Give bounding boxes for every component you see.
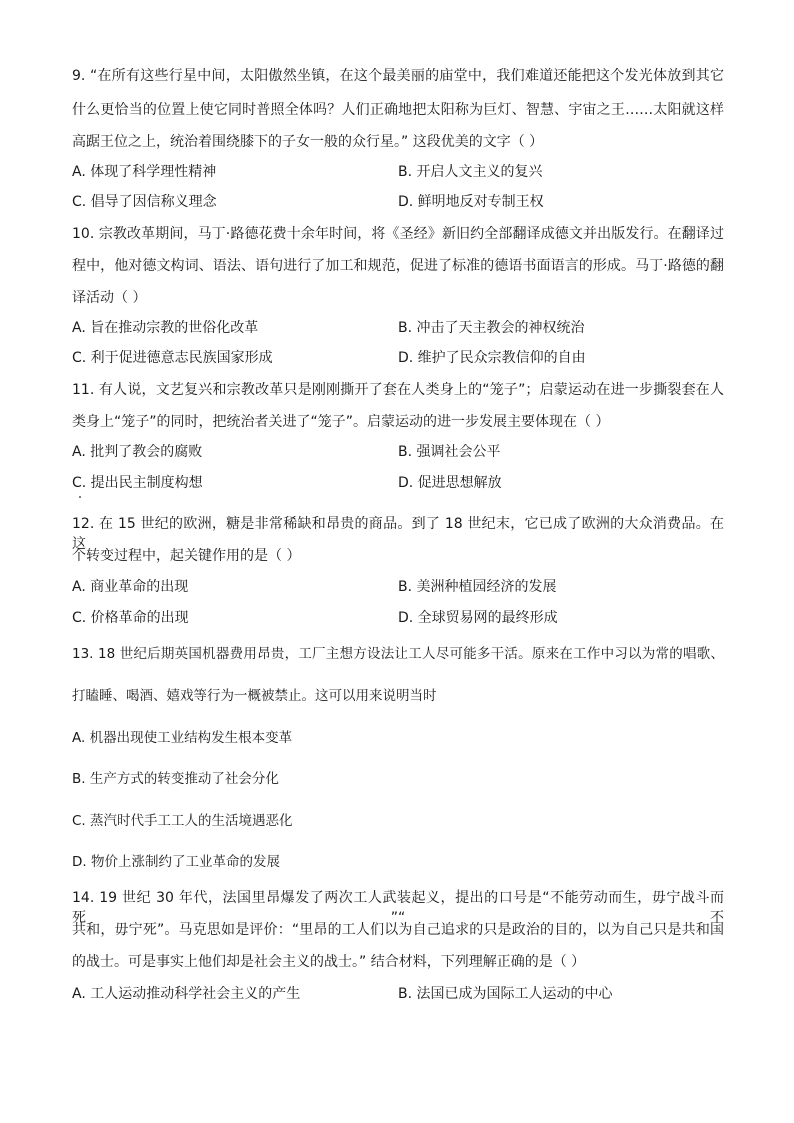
question-14-option-a: A. 工人运动推动科学社会主义的产生 xyxy=(72,986,301,1002)
question-12-option-c: C. 价格革命的出现 xyxy=(72,610,189,626)
question-11-option-c: C. 提出民主制度构想 xyxy=(72,475,203,491)
question-9-option-a: A. 体现了科学理性精神 xyxy=(72,164,217,180)
question-11-option-a: A. 批判了教会的腐败 xyxy=(72,444,203,460)
question-11-line-2: 类身上“笼子”的同时，把统治者关进了“笼子”。启蒙运动的进一步发展主要体现在（ ） xyxy=(72,414,610,430)
question-12-option-d: D. 全球贸易网的最终形成 xyxy=(398,610,558,626)
question-10-option-c: C. 利于促进德意志民族国家形成 xyxy=(72,350,273,366)
question-10-option-b: B. 冲击了天主教会的神权统治 xyxy=(398,320,585,336)
question-11-line-1: 11. 有人说，文艺复兴和宗教改革只是刚刚撕开了套在人类身上的“笼子”；启蒙运动在进一步撕裂套在人 xyxy=(72,382,724,398)
stray-mark xyxy=(79,496,81,498)
question-9-line-3: 高踞王位之上，统治着围绕膝下的子女一般的众行星。” 这段优美的文字（ ） xyxy=(72,134,544,150)
question-11-option-b: B. 强调社会公平 xyxy=(398,444,501,460)
question-10-line-2: 程中，他对德文构词、语法、语句进行了加工和规范，促进了标准的德语书面语言的形成。马丁·路德的翻 xyxy=(72,258,724,274)
question-9-option-d: D. 鲜明地反对专制王权 xyxy=(398,194,544,210)
question-13-line-2: 打瞌睡、喝酒、嬉戏等行为一概被禁止。这可以用来说明当时 xyxy=(72,688,437,704)
question-13-option-a: A. 机器出现使工业结构发生根本变革 xyxy=(72,730,293,746)
question-10-option-a: A. 旨在推动宗教的世俗化改革 xyxy=(72,320,259,336)
question-10-line-3: 译活动（ ） xyxy=(72,290,147,306)
question-9-option-b: B. 开启人文主义的复兴 xyxy=(398,164,543,180)
question-12-line-1: 12. 在 15 世纪的欧洲，糖是非常稀缺和昂贵的商品。到了 18 世纪末，它已成了欧洲的大众消费品。在这 xyxy=(72,516,724,552)
question-13-option-d: D. 物价上涨制约了工业革命的发展 xyxy=(72,854,280,870)
question-14-line-3: 的战士。可是事实上他们却是社会主义的战士。” 结合材料，下列理解正确的是（ ） xyxy=(72,954,586,970)
question-12-option-a: A. 商业革命的出现 xyxy=(72,579,189,595)
question-12-option-b: B. 美洲种植园经济的发展 xyxy=(398,579,557,595)
question-11-option-d: D. 促进思想解放 xyxy=(398,475,502,491)
question-13-option-b: B. 生产方式的转变推动了社会分化 xyxy=(72,771,279,787)
question-9-line-1: 9. “在所有这些行星中间，太阳傲然坐镇，在这个最美丽的庙堂中，我们难道还能把这个发光体放到其它 xyxy=(72,68,724,84)
question-10-line-1: 10. 宗教改革期间，马丁·路德花费十余年时间，将《圣经》新旧约全部翻译成德文并出版发行。在翻译过 xyxy=(72,226,724,242)
question-10-option-d: D. 维护了民众宗教信仰的自由 xyxy=(398,350,586,366)
question-13-line-1: 13. 18 世纪后期英国机器费用昂贵，工厂主想方设法让工人尽可能多干活。原来在工作中习以为常的唱歌、 xyxy=(72,646,724,662)
question-9-option-c: C. 倡导了因信称义理念 xyxy=(72,194,217,210)
question-14-line-1: 14. 19 世纪 30 年代，法国里昂爆发了两次工人武装起义，提出的口号是“不能劳动而生，毋宁战斗而死”“不 xyxy=(72,890,724,926)
question-14-line-2: 共和，毋宁死”。马克思如是评价：“里昂的工人们以为自己追求的只是政治的目的，以为自己只是共和国 xyxy=(72,922,724,938)
question-12-line-2: 个转变过程中，起关键作用的是（ ） xyxy=(72,548,301,564)
question-14-option-b: B. 法国已成为国际工人运动的中心 xyxy=(398,986,613,1002)
question-9-line-2: 什么更恰当的位置上使它同时普照全体吗？人们正确地把太阳称为巨灯、智慧、宇宙之王……太阳就这样 xyxy=(72,102,724,118)
question-13-option-c: C. 蒸汽时代手工工人的生活境遇恶化 xyxy=(72,813,293,829)
